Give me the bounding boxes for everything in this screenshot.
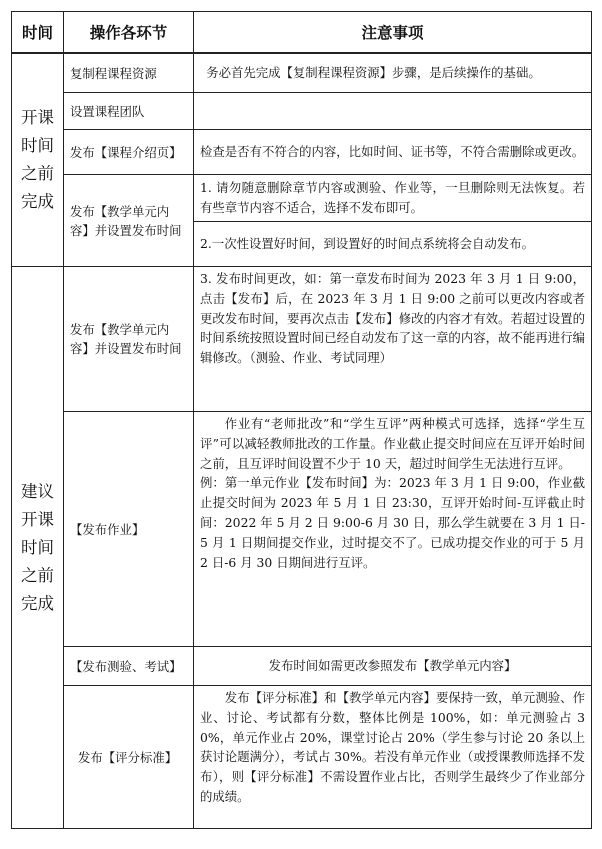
step-cell: 【发布作业】 (64, 412, 194, 647)
note-cell: 1. 请勿随意删除章节内容或测验、作业等，一旦删除则无法恢复。若有些章节内容不适合，选择不发布即可。 (194, 175, 592, 222)
note-paragraph: 例：第一单元作业【发布时间】为：2023 年 3 月 1 日 9:00，作业截止提交时间为 2023 年 5 月 1 日 23:30，互评开始时间-互评截止时间：2022 年 5 月 2 日 9:00-6 月 30 日，那么学生就要在 3 月 1 日-5 月 1 日期间提交作业，过时提交不了。已成功提交作业的可于 5 月 2 日-6 月 30 日期间进行互评。 (200, 475, 585, 570)
step-cell: 【发布测验、考试】 (64, 647, 194, 686)
table-row (12, 93, 592, 130)
table-row (12, 130, 592, 175)
header-notes: 注意事项 (194, 12, 592, 54)
table-row (12, 686, 592, 829)
step-cell: 发布【课程介绍页】 (64, 130, 194, 175)
table-row (12, 267, 592, 412)
operations-table (11, 11, 592, 829)
note-cell: 2.一次性设置好时间，到设置好的时间点系统将会自动发布。 (194, 222, 592, 267)
note-cell: 发布【评分标准】和【教学单元内容】要保持一致，单元测验、作业、讨论、考试都有分数，整体比例是 100%，如：单元测验占 30%，单元作业占 20%，课堂讨论占 20%（学生参与讨论 20 条以上获讨论题满分），考试占 30%。若没有单元作业（或授课教师选择不发布），则【评分标准】不需设置作业占比，否则学生最终少了作业部分的成绩。 (194, 686, 592, 829)
table-header-row (12, 12, 592, 54)
note-paragraph: 作业有“老师批改”和“学生互评”两种模式可选择，选择“学生互评”可以减轻教师批改的工作量。作业截止提交时间应在互评开始时间之前，且互评时间设置不少于 10 天，超过时间学生无法进行互评。 (200, 416, 585, 471)
note-cell (194, 93, 592, 130)
note-cell: 务必首先完成【复制程课程资源】步骤，是后续操作的基础。 (194, 53, 592, 93)
table-row (12, 175, 592, 222)
group-label-suggested-before-course: 建议开课时间之前完成 (12, 267, 64, 829)
table-row (12, 412, 592, 647)
step-cell: 设置课程团队 (64, 93, 194, 130)
note-cell: 3. 发布时间更改，如：第一章发布时间为 2023 年 3 月 1 日 9:00，点击【发布】后，在 2023 年 3 月 1 日 9:00 之前可以更改内容或者更改发布时间，要再次点击【发布】修改的内容才有效。若超过设置的时间系统按照设置时间已经自动发布了这一章的内容，故不能再进行编辑修改。（测验、作业、考试同理） (194, 267, 592, 412)
header-step: 操作各环节 (64, 12, 194, 54)
note-cell: 检查是否有不符合的内容，比如时间、证书等，不符合需删除或更改。 (194, 130, 592, 175)
header-time: 时间 (12, 12, 64, 54)
table-row (12, 53, 592, 93)
step-cell: 发布【评分标准】 (64, 686, 194, 829)
step-cell: 发布【教学单元内容】并设置发布时间 (64, 267, 194, 412)
table-row (12, 647, 592, 686)
step-cell: 复制程课程资源 (64, 53, 194, 93)
group-label-before-course: 开课时间之前完成 (12, 53, 64, 267)
note-cell: 发布时间如需更改参照发布【教学单元内容】 (194, 647, 592, 686)
step-cell: 发布【教学单元内容】并设置发布时间 (64, 175, 194, 267)
note-cell (194, 412, 592, 647)
